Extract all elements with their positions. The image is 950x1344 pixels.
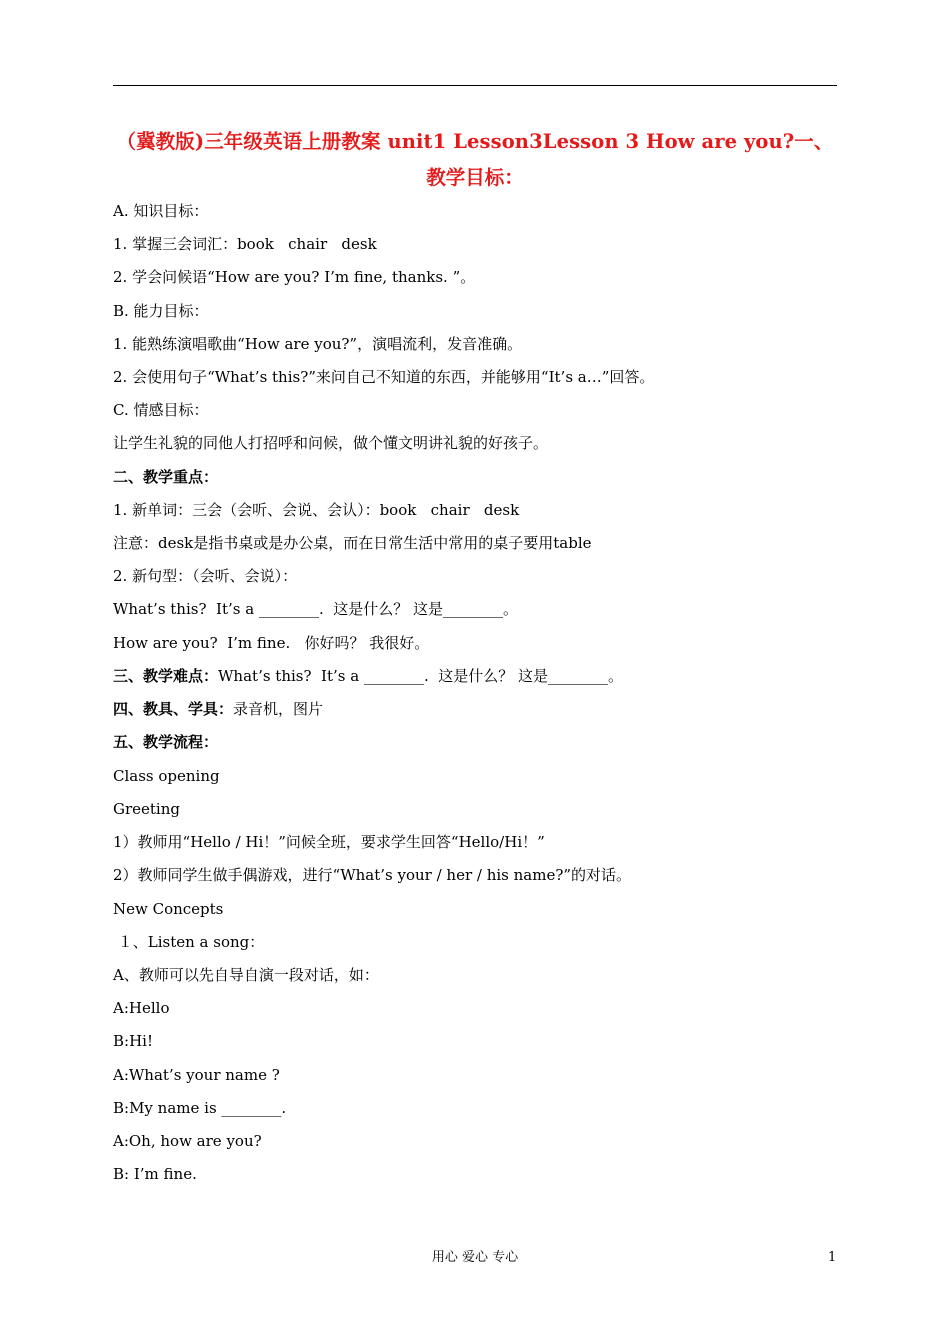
key-point-note: 注意：desk是指书桌或是办公桌，而在日常生活中常用的桌子要用table (113, 534, 592, 552)
procedure-step-1: 1）教师用“Hello / Hi！”问候全班，要求学生回答“Hello/Hi！” (113, 833, 545, 851)
key-point-2: 2. 新句型：（会听、会说）： (113, 567, 298, 585)
section-b-heading: B. 能力目标： (113, 302, 209, 320)
section-3-difficulty: 三、教学难点：What’s this? It’s a ________. 这是什么？ 这是________。 (113, 667, 624, 685)
section-4-tools: 四、教具、学具：录音机，图片 (113, 700, 324, 718)
dialogue-line-6: B: I’m fine. (113, 1165, 197, 1183)
ability-goal-2: 2. 会使用句子“What’s this?”来问自己不知道的东西，并能够用“It’s a…”回答。 (113, 368, 655, 386)
title-line-2: 教学目标： (426, 166, 524, 189)
new-concepts: New Concepts (113, 900, 224, 918)
footer-text: 用心 爱心 专心 (431, 1250, 519, 1265)
section-5-heading: 五、教学流程： (113, 733, 219, 751)
class-opening: Class opening (113, 767, 220, 785)
greeting: Greeting (113, 800, 180, 818)
dialogue-line-1: A:Hello (113, 999, 170, 1017)
emotion-goal: 让学生礼貌的同他人打招呼和问候，做个懂文明讲礼貌的好孩子。 (113, 434, 549, 452)
dialogue-line-3: A:What’s your name ? (113, 1066, 280, 1084)
listen-a-song: １、Listen a song： (113, 933, 265, 951)
sentence-pattern-2: How are you? I’m fine. 你好吗？ 我很好。 (113, 634, 430, 652)
document-title (100, 124, 850, 196)
dialogue-intro: A、教师可以先自导自演一段对话，如： (113, 966, 379, 984)
section-a-heading: A. 知识目标： (113, 202, 209, 220)
sentence-pattern-1: What’s this? It’s a ________. 这是什么？ 这是________。 (113, 600, 519, 618)
page-number: 1 (828, 1250, 837, 1265)
header-rule (113, 85, 837, 86)
knowledge-goal-1: 1. 掌握三会词汇：book chair desk (113, 235, 377, 253)
section-2-heading: 二、教学重点： (113, 468, 219, 486)
procedure-step-2: 2）教师同学生做手偶游戏，进行“What’s your / her / his name?”的对话。 (113, 866, 632, 884)
knowledge-goal-2: 2. 学会问候语“How are you? I’m fine, thanks. ”。 (113, 268, 476, 286)
section-c-heading: C. 情感目标： (113, 401, 209, 419)
ability-goal-1: 1. 能熟练演唱歌曲“How are you?”，演唱流利，发音准确。 (113, 335, 523, 353)
title-line-1: （冀教版)三年级英语上册教案 unit1 Lesson3Lesson 3 How are you?一、 (116, 130, 834, 153)
dialogue-line-2: B:Hi! (113, 1032, 153, 1050)
dialogue-line-4: B:My name is ________. (113, 1099, 287, 1117)
dialogue-line-5: A:Oh, how are you? (113, 1132, 262, 1150)
key-point-1: 1. 新单词：三会（会听、会说、会认）：book chair desk (113, 501, 520, 519)
